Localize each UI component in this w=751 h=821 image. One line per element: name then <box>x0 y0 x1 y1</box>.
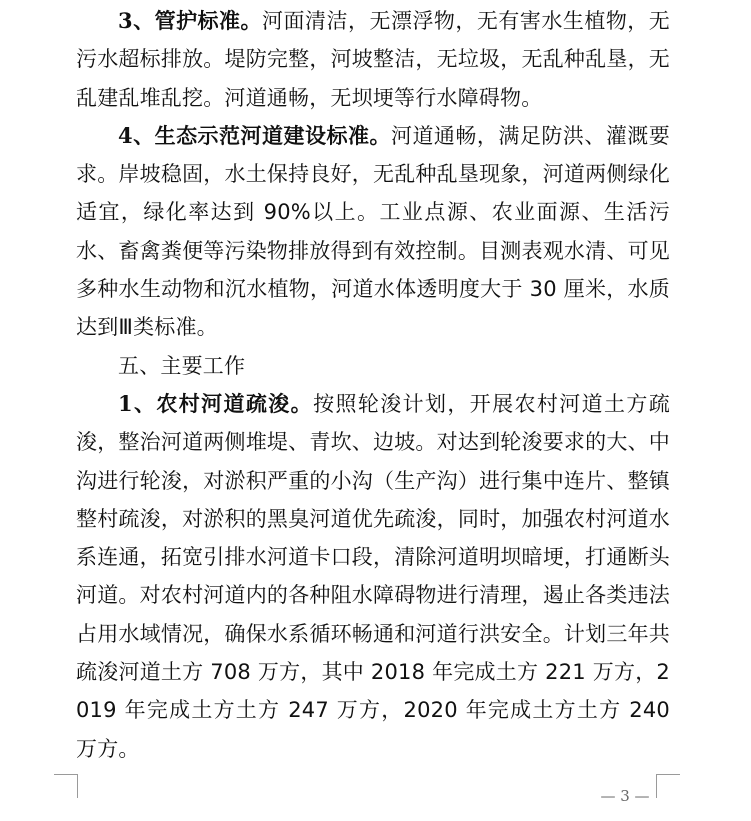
heading-management-standard: 3、管护标准。 <box>118 8 263 33</box>
page-number: — 3 — <box>600 787 650 805</box>
text-eco-river-standard: 河道通畅，满足防洪、灌溉要求。岸坡稳固，水土保持良好，无乱种乱垦现象，河道两侧绿化适宜，绿化率达到 90%以上。工业点源、农业面源、生活污水、畜禽粪便等污染物排放得到有效控制。目测表观水清、可见多种水生动物和沉水植物，河道水体透明度大于 30 厘米，水质达到Ⅲ类标准。 <box>76 123 670 340</box>
body-text <box>76 2 670 768</box>
crop-mark-right-horizontal <box>656 774 680 775</box>
heading-eco-river-standard: 4、生态示范河道建设标准。 <box>118 122 391 148</box>
section-heading-main-work <box>76 347 670 385</box>
text-river-dredging: 按照轮浚计划，开展农村河道土方疏浚，整治河道两侧堆堤、青坎、边坡。对达到轮浚要求的大、中沟进行轮浚，对淤积严重的小沟（生产沟）进行集中连片、整镇整村疏浚，对淤积的黑臭河道优先疏浚，同时，加强农村河道水系连通，拓宽引排水河道卡口段，清除河道明坝暗埂，打通断头河道。对农村河道内的各种阻水障碍物进行清理，遏止各类违法占用水域情况，确保水系循环畅通和河道行洪安全。计划三年共疏浚河道土方 708 万方，其中 2018 年完成土方 221 万方，2019 年完成土方土方 247 万方，2020 年完成土方土方 240 万方。 <box>76 391 670 761</box>
paragraph-management-standard <box>76 2 670 117</box>
crop-mark-left-vertical <box>77 774 78 798</box>
heading-river-dredging: 1、农村河道疏浚。 <box>118 390 314 416</box>
text-management-standard: 河面清洁，无漂浮物，无有害水生植物，无污水超标排放。堤防完整，河坡整洁，无垃圾，无乱种乱垦，无乱建乱堆乱挖。河道通畅，无坝埂等行水障碍物。 <box>76 9 670 110</box>
paragraph-river-dredging <box>76 385 670 768</box>
crop-mark-right-vertical <box>656 774 657 798</box>
crop-mark-left-horizontal <box>54 774 78 775</box>
section-title-main-work: 五、主要工作 <box>118 353 246 378</box>
paragraph-eco-river-standard <box>76 117 670 347</box>
